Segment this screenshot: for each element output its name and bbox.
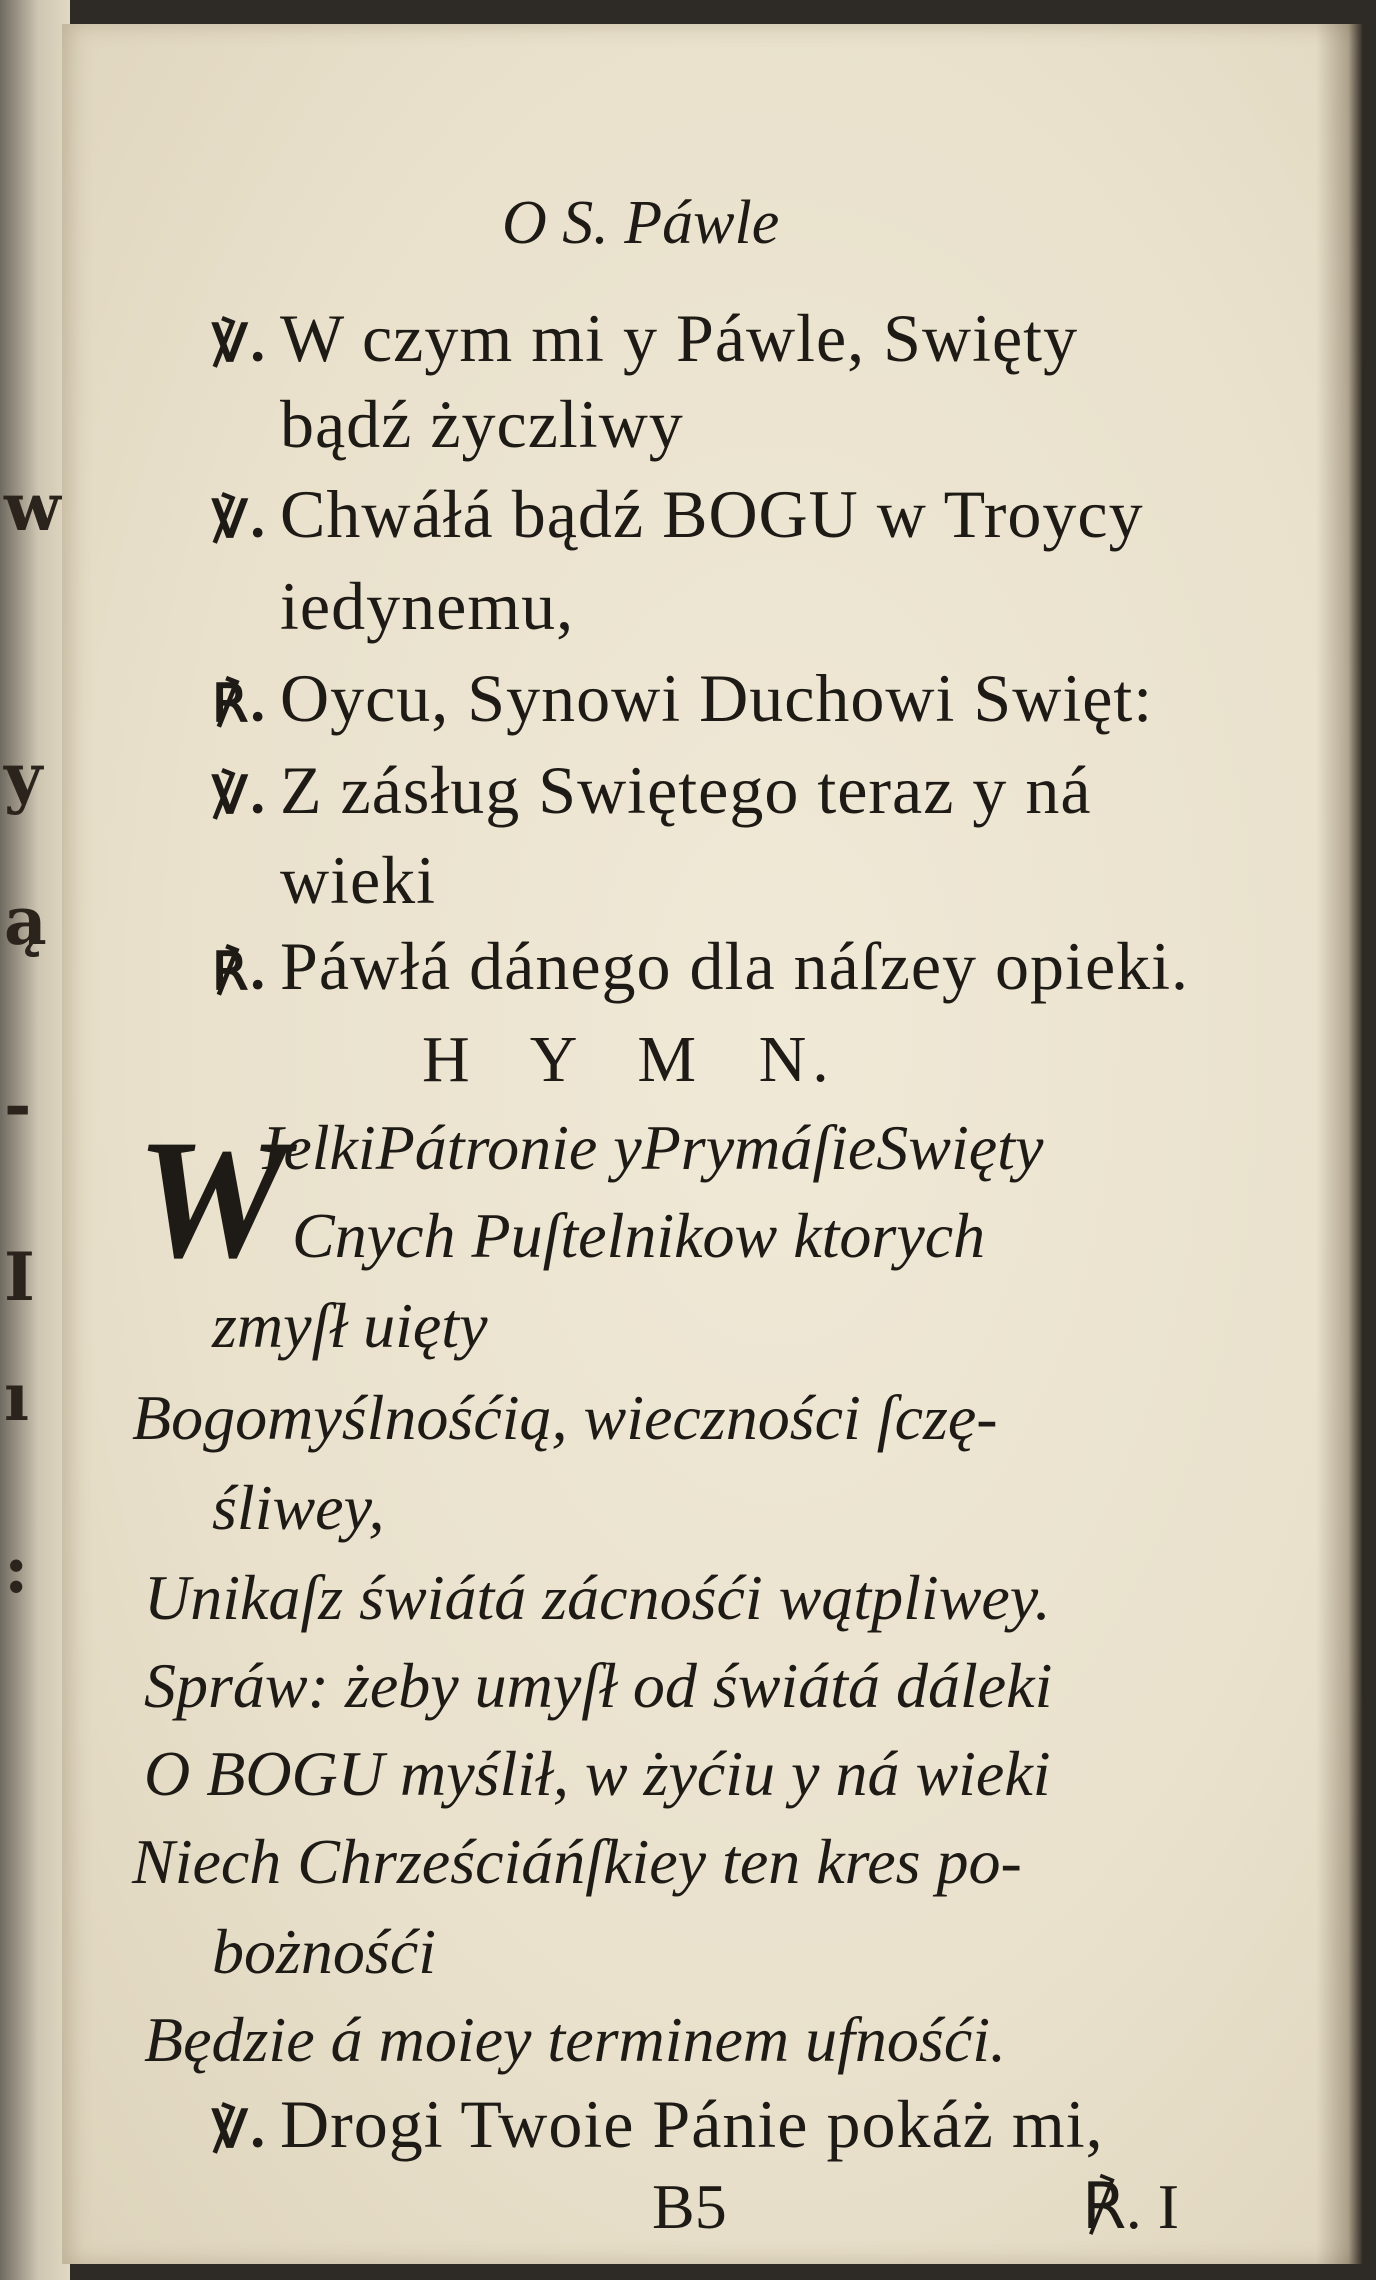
verse-text: Oycu, Synowi Duchowi Swięt: xyxy=(280,660,1154,736)
book-page xyxy=(62,24,1362,2264)
verse-text: W czym mi y Páwle, Swięty xyxy=(280,300,1079,376)
left-page-fragments xyxy=(0,0,70,2280)
hymn-line: Będzie á moiey terminem ufnośći. xyxy=(144,2004,1006,2075)
fragment: ı xyxy=(4,1358,30,1436)
verse-line xyxy=(212,928,1332,1004)
verse-line xyxy=(212,476,1332,552)
hymn-line: śliwey, xyxy=(212,1472,385,1543)
fragment: ą xyxy=(4,882,47,960)
verse-line xyxy=(212,660,1332,736)
hymn-title: H Y M N. xyxy=(422,1023,835,1096)
drop-capital: W xyxy=(136,1105,288,1293)
hymn-line: Niech Chrześciáńſkiey ten kres po- xyxy=(132,1826,1022,1897)
page-heading: O S. Páwle xyxy=(502,189,780,257)
hymn-line: Cnych Puſtelnikow ktorych xyxy=(292,1200,986,1271)
verse-line xyxy=(212,752,1332,828)
response-marker: ℟. xyxy=(212,673,268,734)
hymn-line: Unikaſz świátá zácnośći wątpliwey. xyxy=(144,1562,1051,1633)
catchword: ℟. I xyxy=(1082,2171,1180,2242)
fragment: : xyxy=(4,1530,29,1608)
verse-text: Páwłá dánego dla náſzey opieki. xyxy=(280,928,1190,1004)
versicle-marker: ℣. xyxy=(212,2099,268,2160)
fragment: y xyxy=(4,738,43,816)
verse-text: Chwáłá bądź BOGU w Troycy xyxy=(280,476,1144,552)
hymn-line: O BOGU myślił, w żyćiu y ná wieki xyxy=(144,1738,1051,1809)
verse-continuation: bądź życzliwy xyxy=(280,386,684,462)
fragment: - xyxy=(4,1066,32,1144)
versicle-marker: ℣. xyxy=(212,765,268,826)
hymn-line: Spráw: żeby umyſł od świátá dáleki xyxy=(144,1650,1053,1721)
verse-continuation: wieki xyxy=(280,842,437,918)
versicle-marker: ℣. xyxy=(212,313,268,374)
hymn-line: bożnośći xyxy=(212,1916,436,1987)
verse-text: Drogi Twoie Pánie pokáż mi, xyxy=(280,2086,1104,2162)
signature-mark: B5 xyxy=(652,2171,727,2242)
fragment: w xyxy=(4,468,61,546)
closing-verse xyxy=(212,2086,1332,2162)
response-marker: ℟. xyxy=(212,941,268,1002)
versicle-marker: ℣. xyxy=(212,489,268,550)
verse-text: Z zásług Swiętego teraz y ná xyxy=(280,752,1092,828)
hymn-line: zmyſł uięty xyxy=(212,1290,488,1361)
fragment: I xyxy=(4,1238,35,1316)
hymn-line: Bogomyślnośćią, wieczności ſczę- xyxy=(132,1382,998,1453)
verse-line xyxy=(212,300,1332,376)
hymn-line: IelkiPátronie yPrymáſieSwięty xyxy=(262,1112,1044,1183)
verse-continuation: iedynemu, xyxy=(280,568,575,644)
